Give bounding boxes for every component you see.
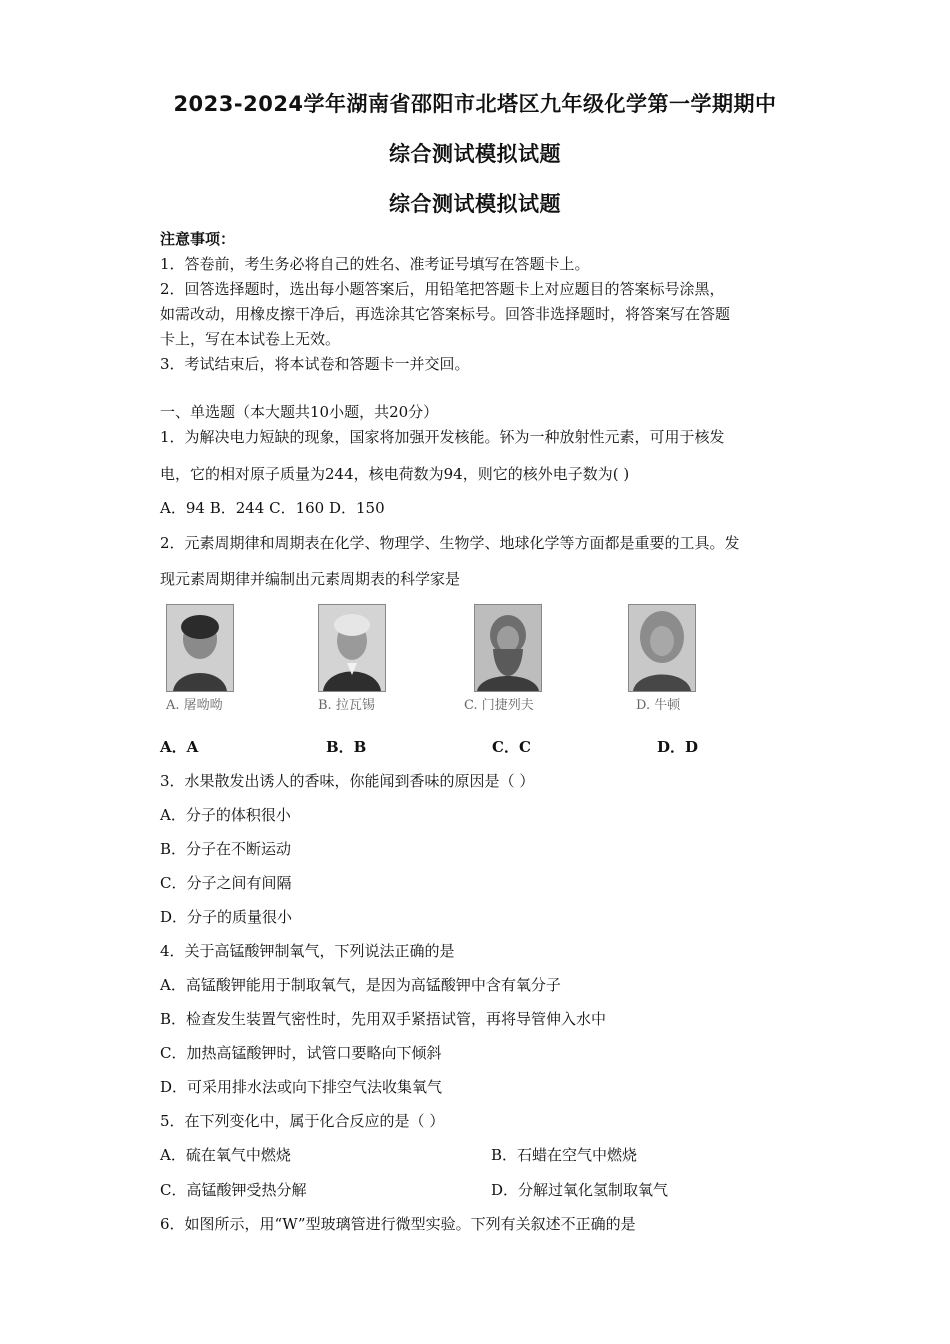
q3-option-b: B．分子在不断运动 (160, 840, 292, 858)
portrait-d-caption: D. 牛顿 (636, 698, 681, 713)
notice-item-3: 3．考试结束后，将本试卷和答题卡一并交回。 (160, 355, 470, 373)
q2-stem-line2: 现元素周期律并编制出元素周期表的科学家是 (160, 570, 461, 588)
exam-title-line2: 综合测试模拟试题 (389, 142, 561, 166)
q4-option-b: B．检查发生装置气密性时，先用双手紧捂试管，再将导管伸入水中 (160, 1010, 607, 1028)
q5-stem: 5．在下列变化中，属于化合反应的是（ ） (160, 1112, 445, 1130)
section-heading: 一、单选题（本大题共10小题，共20分） (160, 403, 439, 421)
exam-title-line1: 2023-2024学年湖南省邵阳市北塔区九年级化学第一学期期中 (173, 92, 777, 116)
q5-option-d: D．分解过氧化氢制取氧气 (491, 1181, 669, 1199)
portrait-c-caption: C. 门捷列夫 (464, 698, 534, 713)
q1-stem-line1: 1．为解决电力短缺的现象，国家将加强开发核能。钚为一种放射性元素，可用于核发 (160, 428, 725, 446)
q4-stem: 4．关于高锰酸钾制氧气，下列说法正确的是 (160, 942, 455, 960)
q5-option-a: A．硫在氧气中燃烧 (160, 1146, 291, 1164)
notice-item-1: 1．答卷前，考生务必将自己的姓名、准考证号填写在答题卡上。 (160, 255, 590, 273)
notice-item-2-cont: 如需改动，用橡皮擦干净后，再选涂其它答案标号。回答非选择题时，将答案写在答题 (160, 305, 731, 323)
q4-option-a: A．高锰酸钾能用于制取氧气，是因为高锰酸钾中含有氧分子 (160, 976, 561, 994)
q5-option-c: C．高锰酸钾受热分解 (160, 1181, 307, 1199)
notice-item-2: 2．回答选择题时，选出每小题答案后，用铅笔把答题卡上对应题目的答案标号涂黑， (160, 280, 725, 298)
q1-stem-line2: 电，它的相对原子质量为244，核电荷数为94，则它的核外电子数为( ) (160, 465, 630, 483)
q2-option-c: C．C (492, 738, 531, 756)
q5-option-b: B．石蜡在空气中燃烧 (491, 1146, 638, 1164)
q2-option-d: D．D (657, 738, 699, 756)
q3-stem: 3．水果散发出诱人的香味，你能闻到香味的原因是（ ） (160, 772, 535, 790)
notice-heading: 注意事项： (160, 230, 236, 248)
portrait-d-image (628, 604, 696, 692)
q1-options: A．94 B．244 C．160 D．150 (160, 499, 385, 517)
q6-stem: 6．如图所示，用“W”型玻璃管进行微型实验。下列有关叙述不正确的是 (160, 1215, 636, 1233)
q2-option-b: B．B (326, 738, 367, 756)
q4-option-c: C．加热高锰酸钾时，试管口要略向下倾斜 (160, 1044, 442, 1062)
q3-option-a: A．分子的体积很小 (160, 806, 291, 824)
portrait-b-caption: B. 拉瓦锡 (318, 698, 375, 713)
q2-option-a: A．A (160, 738, 199, 756)
q3-option-c: C．分子之间有间隔 (160, 874, 292, 892)
q4-option-d: D．可采用排水法或向下排空气法收集氧气 (160, 1078, 443, 1096)
q2-stem-line1: 2．元素周期律和周期表在化学、物理学、生物学、地球化学等方面都是重要的工具。发 (160, 534, 740, 552)
q3-option-d: D．分子的质量很小 (160, 908, 293, 926)
portrait-b-image (318, 604, 386, 692)
portrait-a-image (166, 604, 234, 692)
portrait-c-image (474, 604, 542, 692)
exam-title-line3: 综合测试模拟试题 (389, 192, 561, 216)
notice-item-2-end: 卡上，写在本试卷上无效。 (160, 330, 341, 348)
portrait-a-caption: A. 屠呦呦 (166, 698, 223, 713)
